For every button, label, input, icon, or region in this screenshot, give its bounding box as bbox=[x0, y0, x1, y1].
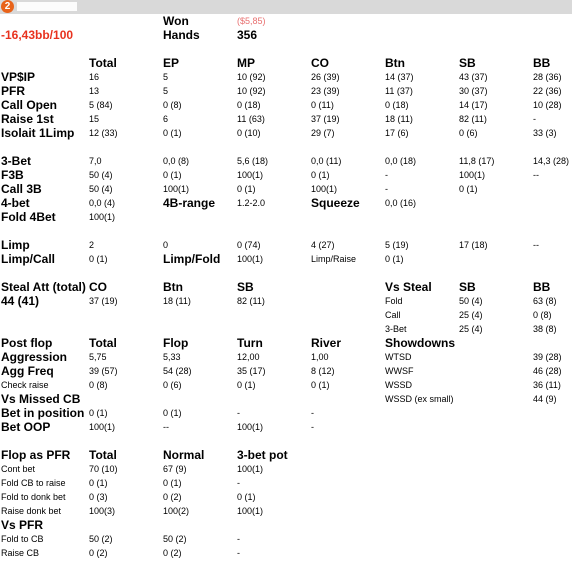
vs-steal-cell: 38 (8) bbox=[533, 324, 557, 334]
flop-pfr-cell: 100(1) bbox=[237, 506, 264, 516]
preflop-row-label: Raise 1st bbox=[1, 112, 54, 126]
vs-steal-col-header: BB bbox=[533, 280, 551, 294]
missedcb-title: Vs Missed CB bbox=[1, 392, 81, 406]
steal-col-header: SB bbox=[237, 280, 254, 294]
preflop-cell: 14 (37) bbox=[385, 72, 414, 82]
vs-steal-row-label: Call bbox=[385, 310, 401, 320]
preflop-cell: 29 (7) bbox=[311, 128, 335, 138]
preflop-cell: 18 (11) bbox=[385, 114, 413, 124]
player-name-redacted bbox=[17, 2, 77, 11]
threebet-cell: 0 (1) bbox=[163, 170, 182, 180]
showdown-label: WSSD bbox=[385, 380, 412, 390]
missedcb-cell: - bbox=[311, 408, 314, 418]
vs-pfr-cell: - bbox=[237, 548, 240, 558]
threebet-cell: - bbox=[385, 170, 388, 180]
flop-pfr-cell: 100(3) bbox=[89, 506, 116, 516]
preflop-cell: 43 (37) bbox=[459, 72, 488, 82]
preflop-cell: 11 (37) bbox=[385, 86, 413, 96]
fourbet-value: 0,0 (4) bbox=[89, 198, 116, 208]
postflop-cell: 12,00 bbox=[237, 352, 260, 362]
showdown-value: 44 (9) bbox=[533, 394, 557, 404]
missedcb-cell: 0 (1) bbox=[163, 408, 182, 418]
showdown-label: WWSF bbox=[385, 366, 414, 376]
preflop-cell: 12 (33) bbox=[89, 128, 118, 138]
fourbet-label: 4-bet bbox=[1, 196, 30, 210]
hands-value: 356 bbox=[237, 28, 258, 42]
hands-label: Hands bbox=[163, 28, 200, 42]
preflop-cell: 30 (37) bbox=[459, 86, 488, 96]
limpfold-label: Limp/Fold bbox=[163, 252, 221, 266]
steal-col-header: Btn bbox=[163, 280, 183, 294]
showdown-value: 46 (28) bbox=[533, 366, 562, 376]
threebet-cell: 0 (1) bbox=[459, 184, 478, 194]
threebet-cell: 11,8 (17) bbox=[459, 156, 495, 166]
flop-pfr-row-label: Raise donk bet bbox=[1, 506, 62, 516]
preflop-cell: 0 (18) bbox=[385, 100, 409, 110]
limp-cell: 4 (27) bbox=[311, 240, 335, 250]
threebet-cell: 50 (4) bbox=[89, 184, 113, 194]
flop-pfr-cell: 70 (10) bbox=[89, 464, 118, 474]
missedcb-row-label: Bet OOP bbox=[1, 420, 51, 434]
limpfold-value: 100(1) bbox=[237, 254, 264, 264]
limp-cell: 5 (19) bbox=[385, 240, 409, 250]
postflop-cell: 35 (17) bbox=[237, 366, 266, 376]
col-header: Total bbox=[89, 56, 117, 70]
flop-pfr-cell: 0 (3) bbox=[89, 492, 108, 502]
vs-steal-cell: 25 (4) bbox=[459, 324, 483, 334]
missedcb-cell: -- bbox=[163, 422, 169, 432]
title-bar bbox=[0, 0, 572, 14]
postflop-col-header: Total bbox=[89, 336, 117, 350]
flop-pfr-col-header: Total bbox=[89, 448, 117, 462]
vs-steal-label: Vs Steal bbox=[385, 280, 432, 294]
preflop-cell: 11 (63) bbox=[237, 114, 265, 124]
steal-att-label: Steal Att (total) bbox=[1, 280, 86, 294]
fourb-range-label: 4B-range bbox=[163, 196, 216, 210]
threebet-cell: 0,0 (11) bbox=[311, 156, 342, 166]
preflop-cell: 5 (84) bbox=[89, 100, 113, 110]
missedcb-cell: 0 (1) bbox=[89, 408, 108, 418]
postflop-cell: 0 (6) bbox=[163, 380, 182, 390]
postflop-cell: 8 (12) bbox=[311, 366, 335, 376]
limp-cell: 0 bbox=[163, 240, 169, 250]
limpraise-value: 0 (1) bbox=[385, 254, 404, 264]
preflop-cell: 82 (11) bbox=[459, 114, 487, 124]
showdown-label: WSSD (ex small) bbox=[385, 394, 454, 404]
preflop-cell: 26 (39) bbox=[311, 72, 340, 82]
vs-steal-row-label: 3-Bet bbox=[385, 324, 407, 334]
fold4bet-value: 100(1) bbox=[89, 212, 116, 222]
flop-pfr-cell: - bbox=[237, 478, 240, 488]
col-header: Btn bbox=[385, 56, 405, 70]
vs-steal-cell: 63 (8) bbox=[533, 296, 557, 306]
preflop-cell: 6 bbox=[163, 114, 169, 124]
missedcb-cell: 100(1) bbox=[89, 422, 116, 432]
col-header: EP bbox=[163, 56, 180, 70]
steal-col-header: CO bbox=[89, 280, 107, 294]
steal-value: 18 (11) bbox=[163, 296, 191, 306]
vs-steal-col-header: SB bbox=[459, 280, 476, 294]
vs-steal-cell: 0 (8) bbox=[533, 310, 552, 320]
limpcall-value: 0 (1) bbox=[89, 254, 108, 264]
postflop-row-label: Agg Freq bbox=[1, 364, 54, 378]
threebet-cell: 0 (1) bbox=[237, 184, 256, 194]
threebet-cell: 100(1) bbox=[459, 170, 486, 180]
showdown-value: 36 (11) bbox=[533, 380, 561, 390]
limp-cell: 17 (18) bbox=[459, 240, 488, 250]
limpraise-label: Limp/Raise bbox=[311, 254, 357, 264]
preflop-cell: 5 bbox=[163, 86, 169, 96]
postflop-cell: 0 (8) bbox=[89, 380, 108, 390]
postflop-col-header: River bbox=[311, 336, 342, 350]
preflop-cell: 14 (17) bbox=[459, 100, 488, 110]
flop-pfr-cell: 0 (2) bbox=[163, 492, 182, 502]
vs-pfr-cell: 50 (2) bbox=[89, 534, 113, 544]
preflop-cell: 0 (10) bbox=[237, 128, 261, 138]
col-header: BB bbox=[533, 56, 551, 70]
vs-steal-cell: 25 (4) bbox=[459, 310, 483, 320]
threebet-cell: 0,0 (18) bbox=[385, 156, 417, 166]
threebet-row-label: 3-Bet bbox=[1, 154, 32, 168]
flop-pfr-cell: 100(2) bbox=[163, 506, 190, 516]
flop-pfr-cell: 100(1) bbox=[237, 464, 264, 474]
preflop-cell: 37 (19) bbox=[311, 114, 340, 124]
preflop-cell: 10 (92) bbox=[237, 86, 266, 96]
postflop-cell: 5,75 bbox=[89, 352, 107, 362]
flop-pfr-row-label: Fold to donk bet bbox=[1, 492, 66, 502]
postflop-row-label: Aggression bbox=[1, 350, 68, 364]
preflop-cell: 17 (6) bbox=[385, 128, 409, 138]
threebet-cell: 100(1) bbox=[237, 170, 264, 180]
postflop-cell: 1,00 bbox=[311, 352, 329, 362]
flop-pfr-cell: 0 (1) bbox=[237, 492, 256, 502]
preflop-cell: 23 (39) bbox=[311, 86, 340, 96]
steal-value: 82 (11) bbox=[237, 296, 265, 306]
preflop-cell: 10 (92) bbox=[237, 72, 266, 82]
col-header: SB bbox=[459, 56, 476, 70]
postflop-row-label: Check raise bbox=[1, 380, 49, 390]
col-header: CO bbox=[311, 56, 329, 70]
flop-pfr-col-header: 3-bet pot bbox=[237, 448, 288, 462]
won-value: ($5,85) bbox=[237, 16, 266, 26]
threebet-cell: 7,0 bbox=[89, 156, 102, 166]
vs-pfr-row-label: Fold to CB bbox=[1, 534, 44, 544]
vs-pfr-cell: 50 (2) bbox=[163, 534, 187, 544]
limp-cell: -- bbox=[533, 240, 539, 250]
threebet-cell: 14,3 (28) bbox=[533, 156, 570, 166]
preflop-cell: 10 (28) bbox=[533, 100, 562, 110]
preflop-cell: - bbox=[533, 114, 536, 124]
limpcall-label: Limp/Call bbox=[1, 252, 56, 266]
preflop-cell: 28 (36) bbox=[533, 72, 562, 82]
preflop-cell: 16 bbox=[89, 72, 100, 82]
preflop-row-label: VP$IP bbox=[1, 70, 36, 84]
steal-value: 37 (19) bbox=[89, 296, 118, 306]
postflop-col-header: Turn bbox=[237, 336, 263, 350]
vs-pfr-row-label: Raise CB bbox=[1, 548, 40, 558]
preflop-row-label: Isolait 1Limp bbox=[1, 126, 75, 140]
threebet-cell: -- bbox=[533, 170, 539, 180]
preflop-cell: 0 (8) bbox=[163, 100, 182, 110]
missedcb-cell: - bbox=[237, 408, 240, 418]
postflop-cell: 54 (28) bbox=[163, 366, 192, 376]
preflop-row-label: Call Open bbox=[1, 98, 58, 112]
col-header: MP bbox=[237, 56, 255, 70]
vs-pfr-cell: 0 (2) bbox=[89, 548, 108, 558]
preflop-cell: 13 bbox=[89, 86, 100, 96]
seat-badge: 2 bbox=[1, 0, 14, 13]
bb100-value: -16,43bb/100 bbox=[1, 28, 74, 42]
preflop-cell: 0 (11) bbox=[311, 100, 334, 110]
won-label: Won bbox=[163, 14, 189, 28]
flop-pfr-col-header: Normal bbox=[163, 448, 205, 462]
postflop-cell: 39 (57) bbox=[89, 366, 118, 376]
threebet-cell: 5,6 (18) bbox=[237, 156, 269, 166]
preflop-cell: 33 (3) bbox=[533, 128, 557, 138]
threebet-cell: - bbox=[385, 184, 388, 194]
postflop-cell: 0 (1) bbox=[311, 380, 330, 390]
threebet-row-label: F3B bbox=[1, 168, 24, 182]
squeeze-label: Squeeze bbox=[311, 196, 360, 210]
preflop-cell: 22 (36) bbox=[533, 86, 562, 96]
threebet-cell: 0,0 (8) bbox=[163, 156, 190, 166]
flop-pfr-row-label: Fold CB to raise bbox=[1, 478, 66, 488]
missedcb-cell: - bbox=[311, 422, 314, 432]
flop-pfr-title: Flop as PFR bbox=[1, 448, 71, 462]
postflop-cell: 0 (1) bbox=[237, 380, 256, 390]
missedcb-cell: 100(1) bbox=[237, 422, 264, 432]
preflop-cell: 5 bbox=[163, 72, 169, 82]
vs-pfr-cell: - bbox=[237, 534, 240, 544]
vs-steal-row-label: Fold bbox=[385, 296, 403, 306]
preflop-cell: 15 bbox=[89, 114, 100, 124]
postflop-cell: 5,33 bbox=[163, 352, 181, 362]
threebet-cell: 50 (4) bbox=[89, 170, 113, 180]
preflop-cell: 0 (1) bbox=[163, 128, 182, 138]
threebet-cell: 100(1) bbox=[311, 184, 338, 194]
showdowns-label: Showdowns bbox=[385, 336, 455, 350]
postflop-col-header: Flop bbox=[163, 336, 189, 350]
flop-pfr-cell: 0 (1) bbox=[163, 478, 182, 488]
vs-pfr-cell: 0 (2) bbox=[163, 548, 182, 558]
flop-pfr-cell: 67 (9) bbox=[163, 464, 187, 474]
preflop-cell: 0 (18) bbox=[237, 100, 261, 110]
limp-cell: 2 bbox=[89, 240, 95, 250]
steal-att-value: 44 (41) bbox=[1, 294, 40, 308]
showdown-value: 39 (28) bbox=[533, 352, 562, 362]
showdown-label: WTSD bbox=[385, 352, 412, 362]
flop-pfr-row-label: Cont bet bbox=[1, 464, 36, 474]
vs-pfr-title: Vs PFR bbox=[1, 518, 44, 532]
vs-steal-cell: 50 (4) bbox=[459, 296, 483, 306]
threebet-row-label: Call 3B bbox=[1, 182, 42, 196]
missedcb-row-label: Bet in position bbox=[1, 406, 85, 420]
fourb-range-value: 1.2-2.0 bbox=[237, 198, 266, 208]
preflop-row-label: PFR bbox=[1, 84, 25, 98]
postflop-title: Post flop bbox=[1, 336, 53, 350]
limp-cell: 0 (74) bbox=[237, 240, 261, 250]
limp-label: Limp bbox=[1, 238, 30, 252]
fold4bet-label: Fold 4Bet bbox=[1, 210, 56, 224]
threebet-cell: 100(1) bbox=[163, 184, 190, 194]
flop-pfr-cell: 0 (1) bbox=[89, 478, 108, 488]
threebet-cell: 0 (1) bbox=[311, 170, 330, 180]
preflop-cell: 0 (6) bbox=[459, 128, 478, 138]
squeeze-value: 0,0 (16) bbox=[385, 198, 417, 208]
